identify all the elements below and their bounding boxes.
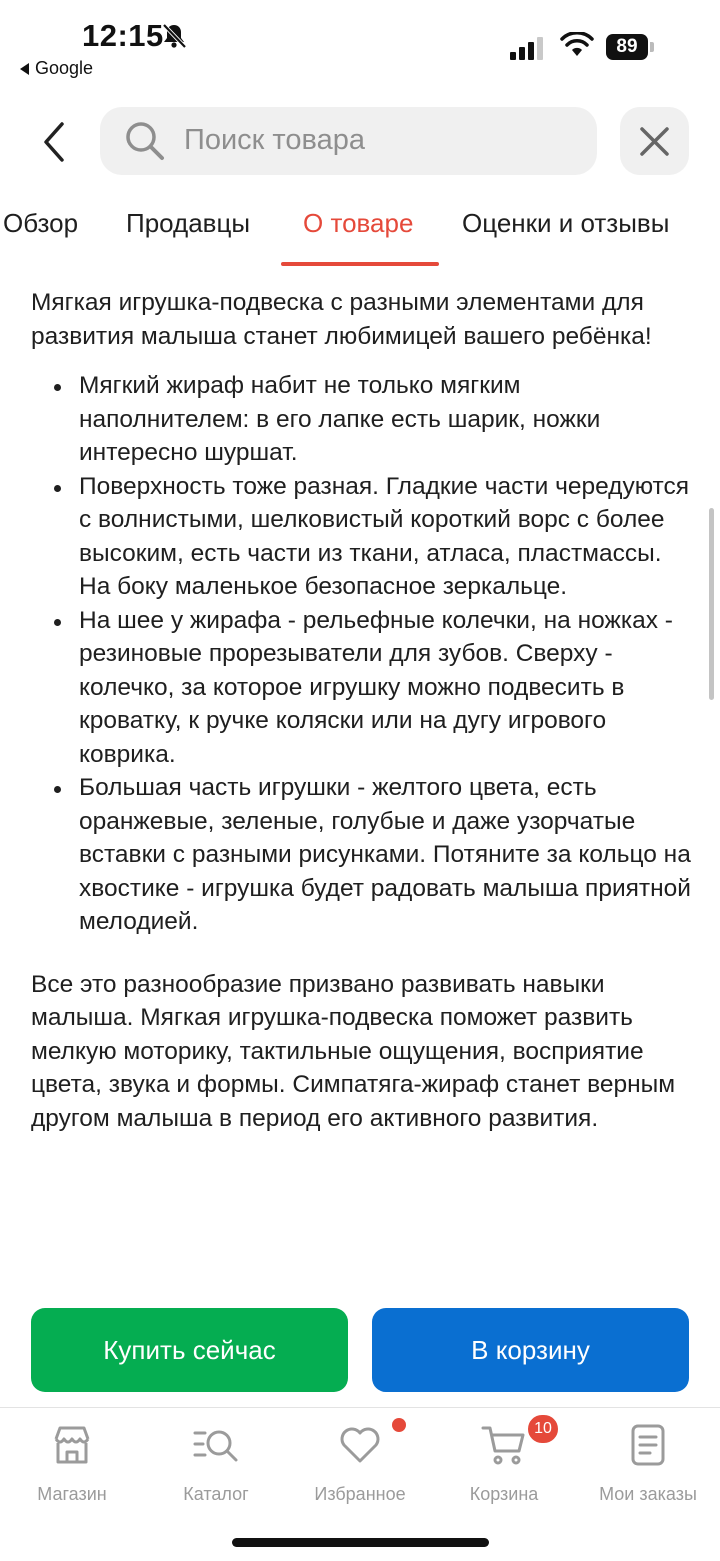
search-icon [124, 120, 166, 167]
chevron-left-icon [34, 118, 78, 166]
nav-label: Избранное [314, 1484, 406, 1504]
nav-label: Мои заказы [599, 1484, 697, 1504]
cellular-signal-icon [510, 36, 543, 60]
nav-item-favorites[interactable] [288, 1420, 432, 1505]
silent-bell-icon [160, 22, 188, 55]
buy-now-button[interactable]: Купить сейчас [31, 1308, 348, 1392]
status-time: 12:15 [82, 18, 164, 53]
tab-about-product[interactable]: О товаре [303, 208, 414, 238]
add-to-cart-button[interactable]: В корзину [372, 1308, 689, 1392]
wifi-icon [560, 32, 594, 63]
home-indicator[interactable] [232, 1538, 489, 1547]
list-item: Поверхность тоже разная. Гладкие части чередуются с волнистыми, шелковистый короткий ворс с более высоким, есть части из ткани, атласа, пластмассы. На боку маленькое безопасное зеркальце. [79, 470, 691, 604]
favorites-notification-dot [392, 1418, 406, 1432]
back-app-label: Google [35, 58, 94, 78]
scrollbar[interactable] [709, 508, 714, 700]
close-icon [639, 126, 670, 157]
store-icon [0, 1420, 144, 1470]
bottom-nav-divider [0, 1407, 720, 1408]
tab-reviews[interactable]: Оценки и отзывы [462, 208, 670, 238]
active-tab-indicator [281, 262, 439, 266]
close-button[interactable] [620, 107, 689, 175]
list-item: Большая часть игрушки - желтого цвета, есть оранжевые, зеленые, голубые и даже узорчатые вставки с разными рисунками. Потяните за кольцо на хвостике - игрушка будет радовать малыша приятной мелодией. [79, 771, 691, 939]
back-button[interactable] [34, 118, 78, 166]
heart-icon [288, 1420, 432, 1470]
description-list [31, 369, 691, 939]
nav-label: Магазин [37, 1484, 107, 1504]
nav-label: Корзина [469, 1484, 539, 1504]
nav-label: Каталог [183, 1484, 249, 1504]
nav-item-store[interactable] [0, 1420, 144, 1505]
description-intro: Мягкая игрушка-подвеска с разными элементами для развития малыша станет любимицей вашего ребёнка! [31, 289, 652, 350]
battery-level: 89 [606, 34, 648, 60]
nav-item-orders[interactable] [576, 1420, 720, 1505]
catalog-search-icon [144, 1420, 288, 1470]
back-to-app-link[interactable] [20, 58, 93, 79]
nav-item-catalog[interactable] [144, 1420, 288, 1505]
search-placeholder: Поиск товара [184, 124, 365, 156]
tab-sellers[interactable]: Продавцы [126, 208, 251, 238]
list-item: На шее у жирафа - рельефные колечки, на ножках - резиновые прорезыватели для зубов. Сверху - колечко, за которое игрушку можно подвесить в кроватку, к ручке коляски или на дугу игрового коврика. [79, 604, 691, 772]
product-description [31, 286, 691, 1135]
cart-count-badge: 10 [526, 1413, 560, 1445]
battery-tip [650, 42, 654, 52]
tab-overview[interactable]: Обзор [3, 208, 79, 238]
back-triangle-icon [20, 63, 29, 75]
list-item: Мягкий жираф набит не только мягким наполнителем: в его лапке есть шарик, ножки интересно шуршат. [79, 369, 691, 470]
orders-icon [576, 1420, 720, 1470]
description-outro: Все это разнообразие призвано развивать навыки малыша. Мягкая игрушка-подвеска поможет развить мелкую моторику, тактильные ощущения, восприятие цвета, звука и формы. Симпатяга-жираф станет верным другом малыша в период его активного развития. [31, 970, 676, 1132]
